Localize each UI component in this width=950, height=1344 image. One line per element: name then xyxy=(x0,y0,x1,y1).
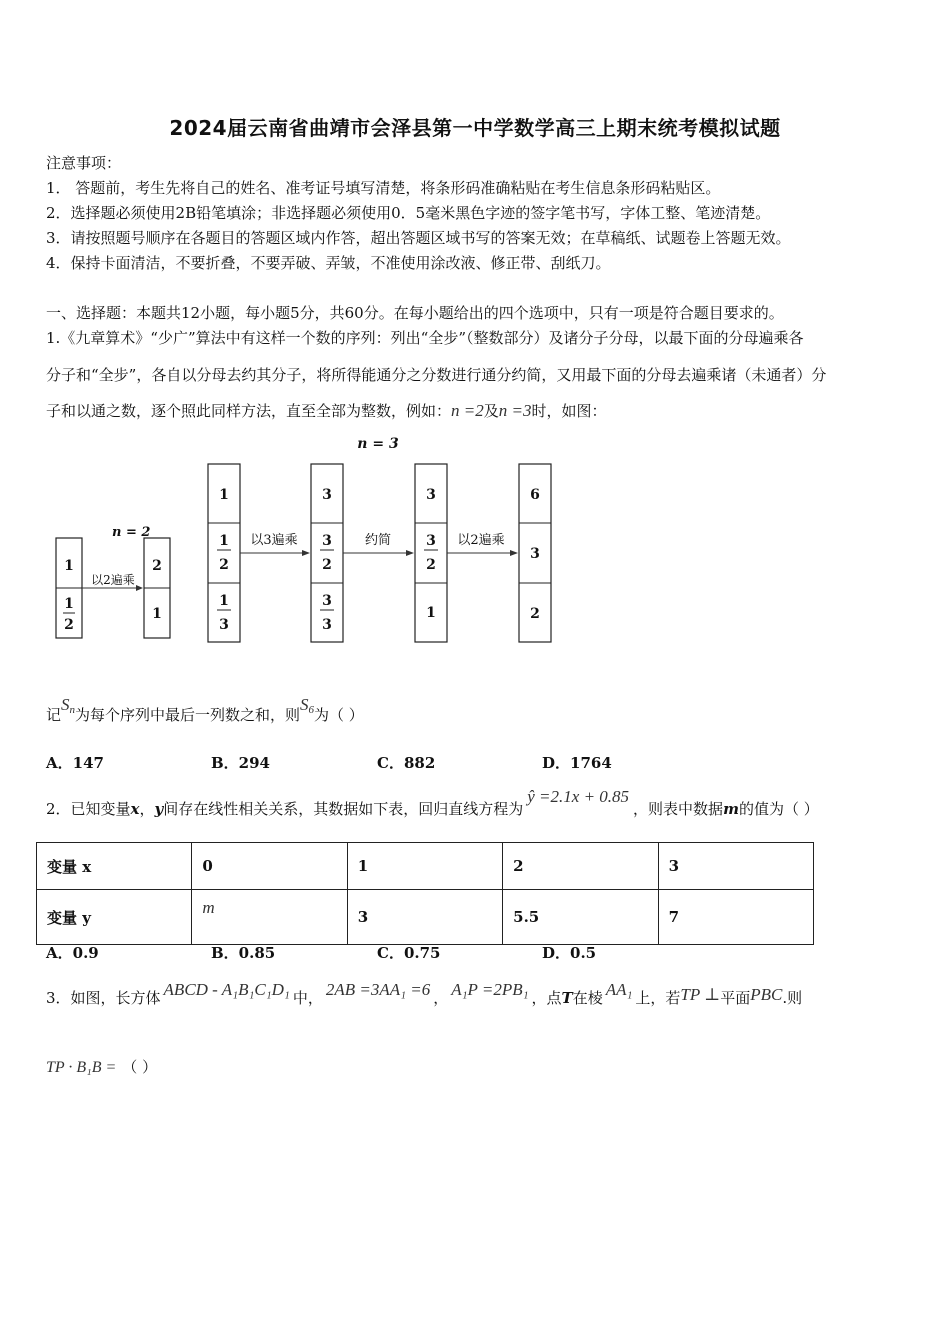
q2-text-c: ，则表中数据 xyxy=(633,800,724,818)
q3-point-t: T xyxy=(561,989,573,1007)
q1-line-1: 1.《九章算术》“少广”算法中有这样一个数的序列：列出“全步”（整数部分）及诸分子分母，以最下面的分母遍乘各 xyxy=(46,329,804,347)
n2-arrowhead xyxy=(136,585,143,591)
col-b-num-1: 3 xyxy=(322,533,332,549)
col-c-den: 2 xyxy=(426,557,436,573)
sn-symbol: S xyxy=(61,695,70,714)
data-table xyxy=(36,842,814,945)
q3-text-h: .则 xyxy=(782,989,803,1007)
n2-col1-whole: 1 xyxy=(64,558,74,574)
q3-text-d: ，点 xyxy=(531,989,562,1007)
table-cell: 3 xyxy=(347,890,502,945)
arrow-3-head xyxy=(510,550,518,556)
n2-col1-num: 1 xyxy=(64,596,74,612)
q3-text-c: ， xyxy=(433,989,449,1007)
table-cell: 变量 y xyxy=(37,890,192,945)
col-a-den-2: 3 xyxy=(219,617,229,633)
dot-product-math: TP · B₁B = xyxy=(46,1059,117,1076)
page-title: 2024届云南省曲靖市会泽县第一中学数学高三上期末统考模拟试题 xyxy=(169,116,781,140)
q1-ask-b: 为每个序列中最后一列数之和，则 xyxy=(75,706,301,724)
q3-line-2 xyxy=(46,1056,157,1077)
col-a-whole: 1 xyxy=(219,487,229,503)
q1-line-3 xyxy=(46,400,607,421)
n2-col1-den: 2 xyxy=(64,617,74,633)
table-cell: 1 xyxy=(347,843,502,890)
table-cell: 5.5 xyxy=(503,890,658,945)
col-c-num: 3 xyxy=(426,533,436,549)
q1-option-b[interactable]: B．294 xyxy=(211,754,270,772)
s6-math xyxy=(300,695,314,714)
table-cell: 变量 x xyxy=(37,843,192,890)
q1-option-d[interactable]: D．1764 xyxy=(542,754,612,772)
s6-symbol: S xyxy=(300,695,309,714)
q1-question xyxy=(46,695,364,726)
table-row xyxy=(37,890,814,945)
q2-comma: ， xyxy=(139,800,155,818)
q1-option-a[interactable]: A．147 xyxy=(46,754,104,772)
q3-answer-paren: （ ） xyxy=(122,1058,158,1076)
q2-var-x: x xyxy=(130,800,140,818)
q1-and: 及 xyxy=(483,402,499,420)
col-b-den-2: 3 xyxy=(322,617,332,633)
q2-option-c[interactable]: C．0.75 xyxy=(377,944,441,962)
regression-equation: ŷ =2.1x + 0.85 xyxy=(527,787,630,806)
q1-ask-c: 为（ ） xyxy=(314,706,364,724)
n3-math: n =3 xyxy=(498,401,532,420)
q3-text-e: 在棱 xyxy=(572,989,603,1007)
col-a-num-1: 1 xyxy=(219,533,229,549)
table-cell: 3 xyxy=(658,843,813,890)
col-c-whole: 3 xyxy=(426,487,436,503)
arrow-2-head xyxy=(406,550,414,556)
q1-line-3-tail: 时，如图： xyxy=(531,402,607,420)
col-a-den-1: 2 xyxy=(219,557,229,573)
n2-math: n =2 xyxy=(451,401,484,420)
sequence-figure xyxy=(40,428,580,648)
ratio-math: A₁P =2PB₁ xyxy=(451,980,529,999)
notice-item-4: 4．保持卡面清洁，不要折叠，不要弄破、弄皱，不准使用涂改液、修正带、刮纸刀。 xyxy=(46,254,611,272)
table-cell: 2 xyxy=(503,843,658,890)
cuboid-math: ABCD - A₁B₁C₁D₁ xyxy=(163,980,290,999)
notice-item-3: 3．请按照题号顺序在各题目的答题区域内作答，超出答题区域书写的答案无效；在草稿纸、试题卷上答题无效。 xyxy=(46,229,791,247)
q3-question xyxy=(46,980,803,1008)
col-d-top: 6 xyxy=(530,487,540,503)
arrow-1-label: 以3遍乘 xyxy=(250,533,298,548)
col-c-bottom: 1 xyxy=(426,605,436,621)
col-d-middle: 3 xyxy=(530,546,540,562)
perp-math: TP ⊥ xyxy=(680,985,721,1004)
section-heading: 一、选择题：本题共12小题，每小题5分，共60分。在每小题给出的四个选项中，只有一项是符合题目要求的。 xyxy=(46,304,784,322)
q3-text-f: 上，若 xyxy=(635,989,681,1007)
table-row xyxy=(37,843,814,890)
n2-col2-bottom: 1 xyxy=(152,606,162,622)
sn-sub: n xyxy=(69,704,76,716)
q1-ask-a: 记 xyxy=(46,706,62,724)
length-math: 2AB =3AA₁ =6 xyxy=(325,980,431,999)
q2-text-b: 间存在线性相关关系，其数据如下表，回归直线方程为 xyxy=(163,800,524,818)
col-a-num-2: 1 xyxy=(219,593,229,609)
q2-var-y: y xyxy=(154,800,164,818)
col-d-bottom: 2 xyxy=(530,606,540,622)
n2-col2-top: 2 xyxy=(152,558,162,574)
q2-option-b[interactable]: B．0.85 xyxy=(211,944,276,962)
edge-math: AA₁ xyxy=(605,980,633,999)
col-b-num-2: 3 xyxy=(322,593,332,609)
sn-math xyxy=(61,695,75,714)
q2-text-a: 2．已知变量 xyxy=(46,800,131,818)
arrow-3-label: 以2遍乘 xyxy=(457,533,505,548)
q3-text-b: 中， xyxy=(292,989,323,1007)
notice-heading: 注意事项： xyxy=(46,154,122,172)
plane-math: PBC xyxy=(750,985,783,1004)
n2-label: n = 2 xyxy=(112,525,151,540)
q2-text-d: 的值为（ ） xyxy=(738,800,819,818)
n2-arrow-label: 以2遍乘 xyxy=(91,573,135,587)
q2-option-d[interactable]: D．0.5 xyxy=(542,944,597,962)
table-cell: 0 xyxy=(192,843,347,890)
arrow-1-head xyxy=(302,550,310,556)
col-b-whole: 3 xyxy=(322,487,332,503)
q1-line-3-text: 子和以通之数，逐个照此同样方法，直至全部为整数，例如： xyxy=(46,402,452,420)
table-cell: m xyxy=(192,890,347,945)
q2-question xyxy=(46,787,819,819)
q2-var-m: m xyxy=(723,800,739,818)
notice-item-1: 1． 答题前，考生先将自己的姓名、准考证号填写清楚，将条形码准确粘贴在考生信息条形码粘贴区。 xyxy=(46,179,721,197)
q3-text-a: 3．如图，长方体 xyxy=(46,989,161,1007)
q1-option-c[interactable]: C．882 xyxy=(377,754,436,772)
s6-sub: 6 xyxy=(308,704,315,716)
notice-item-2: 2．选择题必须使用2B铅笔填涂；非选择题必须使用0．5毫米黑色字迹的签字笔书写，字体工整、笔迹清楚。 xyxy=(46,204,771,222)
col-b-den-1: 2 xyxy=(322,557,332,573)
arrow-2-label: 约简 xyxy=(364,533,392,548)
n3-label: n = 3 xyxy=(357,436,399,452)
table-cell: 7 xyxy=(658,890,813,945)
q1-line-2: 分子和“全步”，各自以分母去约其分子，将所得能通分之分数进行通分约简，又用最下面的分母去遍乘诸（未通者）分 xyxy=(46,366,827,384)
q3-text-g: 平面 xyxy=(720,989,751,1007)
q2-option-a[interactable]: A．0.9 xyxy=(46,944,99,962)
